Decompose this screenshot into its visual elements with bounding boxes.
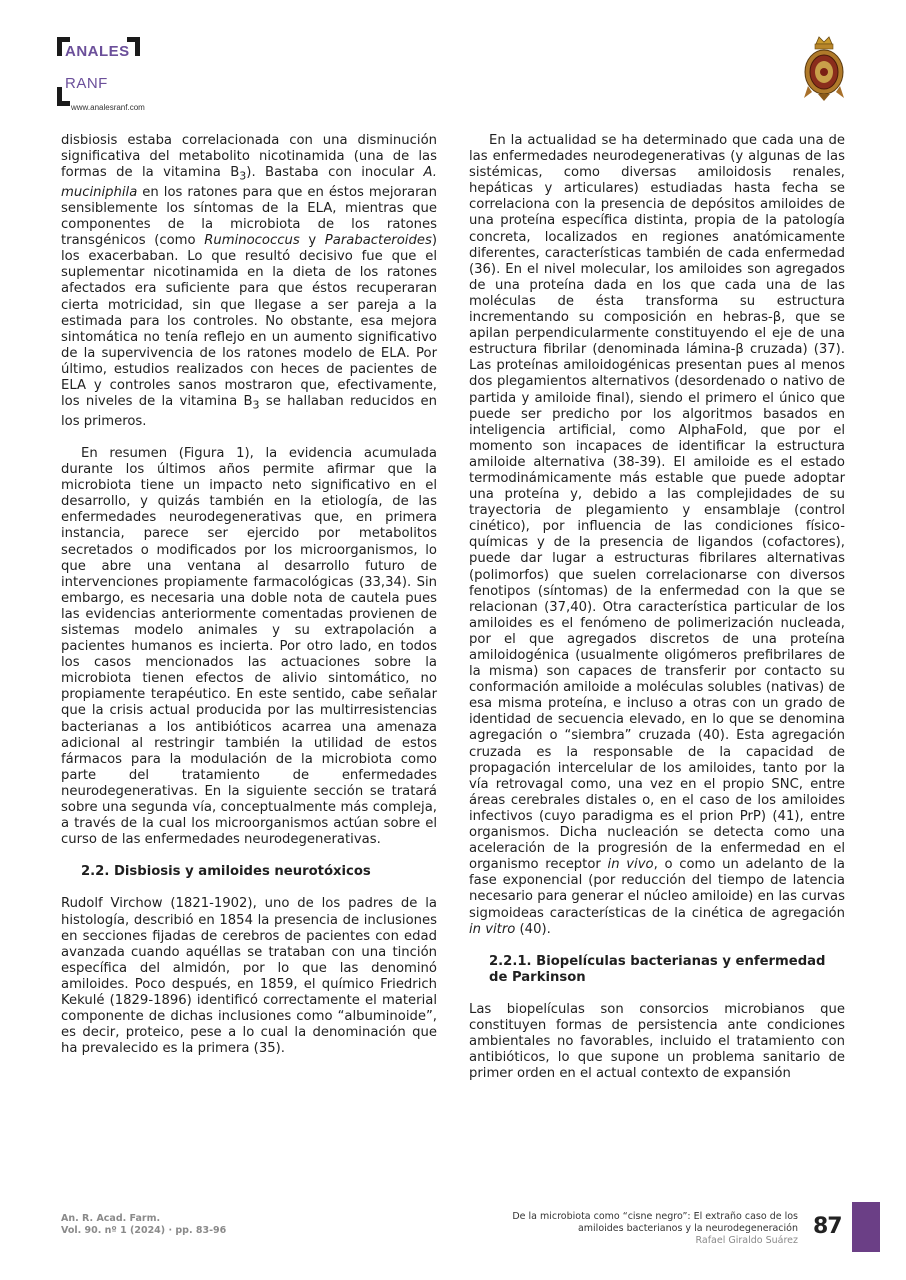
paragraph-resumen: En resumen (Figura 1), la evidencia acumulada durante los últimos años permite afirmar que la microbiota tiene un impacto neto significativo en el desarrollo, y quizás también en la etiología, de las enfermedades neurodegenerativas que, en primera instancia, parece ser ejercido por metabolitos secretados o modificados por los microorganismos, lo que abre una ventana al desarrollo futuro de intervenciones propiamente farmacológicas (33,34). Sin embargo, es necesaria una doble nota de cautela pues las evidencias anteriormente comentadas provienen de sistemas modelo animales y su extrapolación a pacientes humanos es incierta. Por otro lado, en todos los casos mencionados las actuaciones sobre la microbiota tienen efectos de alivio sintomático, no propiamente terapéutico. En este sentido, cabe señalar que la crisis actual producida por las multirresistencias bacterianas a los antibióticos acarrea una amenaza adicional al restringir también la utilidad de estos fármacos para la modulación de la microbiota como parte del tratamiento de enfermedades neurodegenerativas. En la siguiente sección se tratará sobre una segunda vía, conceptualmente más compleja, a través de la cual los microorganismos actúan sobre el curso de las enfermedades neurodegenerativas. [61,445,437,848]
paragraph-virchow: Rudolf Virchow (1821-1902), uno de los padres de la histología, describió en 1854 la presencia de inclusiones en secciones fijadas de cerebros de pacientes con edad avanzada cuando aquéllas se trataban con una tinción específica del almidón, por lo que las denominó amiloides. Poco después, en 1859, el químico Friedrich Kekulé (1829-1896) identificó correctamente el material componente de dichas inclusiones como “albuminoide”, es decir, proteico, pese a lo cual la denominación que ha prevalecido es la primera (35). [61,896,437,1057]
journal-name: An. R. Acad. Farm. [61,1213,161,1224]
analesranf-logo [57,37,177,115]
article-title-line1: De la microbiota como “cisne negro”: El extraño caso de los [512,1211,798,1222]
paragraph-amiloides: En la actualidad se ha determinado que cada una de las enfermedades neurodegenerativas (y algunas de las sistémicas, como diversas amiloidosis renales, hepáticas y articulares) estudiadas hasta fecha se correlaciona con la presencia de depósitos amiloides de una proteína específica distinta, propia de la patología concreta, localizados en regiones anatómicamente diferentes, características también de cada enfermedad (36). En el nivel molecular, los amiloides son agregados de una proteína dada en los que cada una de las moléculas de ésta transforma su estructura incrementando su composición en hebras-β, que se apilan perpendicularmente constituyendo el eje de una estructura fibrilar (denominada lámina-β cruzada) (37). Las proteínas amiloidogénicas presentan pues al menos dos plegamientos alternativos (desordenado o nativo de partida y amiloide final), siendo el primero el único que puede ser predicho por los algoritmos basados en inteligencia artificial, como AlphaFold, que por el momento son incapaces de identificar la estructura amiloide alternativa (38-39). El amiloide es el estado termodinámicamente más estable que puede adoptar una proteína y, debido a las complejidades de su trayectoria de plegamiento y ensamblaje (control cinético), por influencia de las condiciones físico-químicas y de la presencia de ligandos (cofactores), puede dar lugar a estructuras fibrilares alternativas (polimorfos) que suelen correlacionarse con diversos fenotipos (síntomas) de la enfermedad con la que se relacionan (37,40). Otra característica particular de los amiloides es el fenómeno de polimerización nucleada, por el que agregados discretos de una proteína amiloidogénica (usualmente oligómeros prefibrilares de la misma) son capaces de transferir por contacto su conformación amiloide a moléculas solubles (nativas) de esa misma proteína, e incluso a otras con un grado de identidad de secuencia elevado, en lo que se denomina agregación o “siembra” cruzada (40). Esta agregación cruzada es la responsable de la capacidad de propagación intercelular de los amiloides, tanto por la vía retrovagal como, una vez en el propio SNC, entre áreas cerebrales distales o, en el caso de los amiloides infectivos (cuyo paradigma es el prion PrP) (41), entre organismos. Dicha nucleación se detecta como una aceleración de la progresión de la enfermedad en el organismo receptor in vivo, o como un adelanto de la fase exponencial (por reducción del tiempo de latencia necesario para generar el núcleo amiloide) en las curvas sigmoideas características de la cinética de agregación in vitro (40). [469,133,846,937]
journal-volume: Vol. 90. nº 1 (2024) · pp. 83-96 [61,1225,227,1236]
page-accent-bar [852,1202,880,1252]
logo-ranf-text: RANF [65,75,108,92]
royal-academy-crest-icon [800,34,848,102]
paragraph-nicotinamida: disbiosis estaba correlacionada con una disminución significativa del metabolito nicotinamida (una de las formas de la vitamina $B_3$). Bastaba con inocular A. muciniphila en los ratones para que en éstos mejoraran sensiblemente los síntomas de la ELA, mientras que componentes de la microbiota de los ratones transgénicos (como Ruminococcus y Parabacteroides) los exacerbaban. Lo que resultó decisivo fue que el suplementar nicotinamida en la dieta de los ratones afectados era suficiente para que éstos recuperaran cierta motricidad, sin que llegase a ser pareja a la estimada para los controles. No obstante, esa mejora sintomática no tenía reflejo en un aumento significativo de la supervivencia de los ratones modelo de ELA. Por último, estudios realizados con heces de pacientes de ELA y controles sanos mostraron que, efectivamente, los niveles de la vitamina $B_3$ se hallaban reducidos en los primeros. [61,133,437,429]
logo-url: www.analesranf.com [71,103,145,112]
logo-anales-text: ANALES [65,43,130,60]
article-running-title [438,1211,798,1247]
journal-citation [61,1213,226,1237]
article-author: Rafael Giraldo Suárez [695,1235,798,1246]
left-column [61,133,437,1057]
section-heading-2-2: 2.2. Disbiosis y amiloides neurotóxicos [81,864,371,880]
section-heading-2-2-1: 2.2.1. Biopelículas bacterianas y enfermedad de Parkinson [489,953,826,985]
article-title-line2: amiloides bacterianos y la neurodegeneración [577,1223,798,1234]
right-column [469,133,845,1082]
page-number: 87 [813,1214,842,1239]
paragraph-biopeliculas: Las biopelículas son consorcios microbianos que constituyen formas de persistencia ante condiciones ambientales no favorables, incluido el tratamiento con antibióticos, lo que supone un problema sanitario de primer orden en el actual contexto de expansión [469,1001,845,1082]
